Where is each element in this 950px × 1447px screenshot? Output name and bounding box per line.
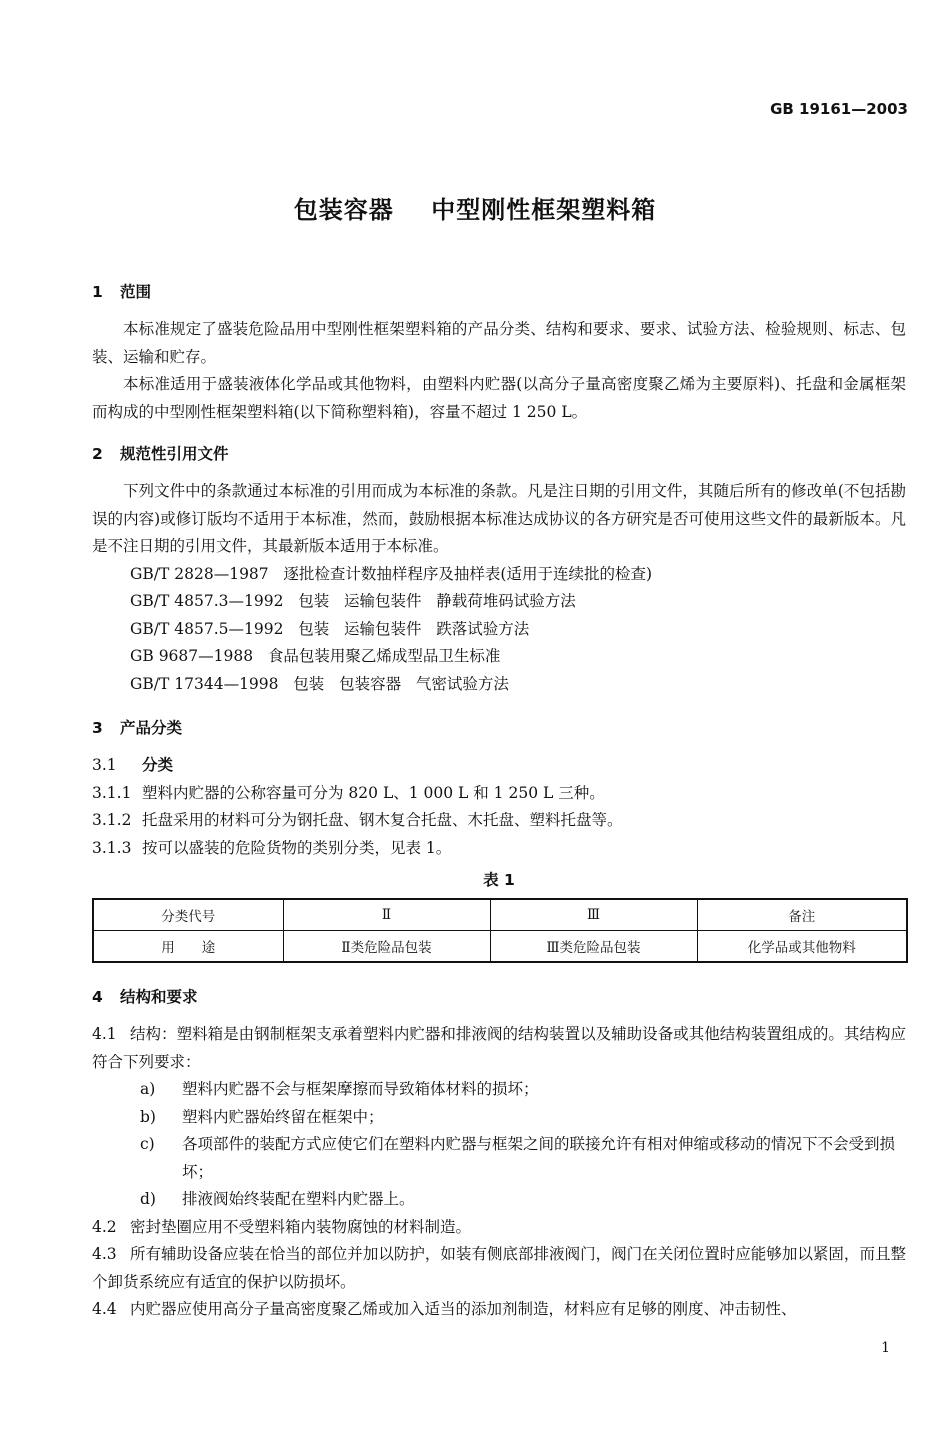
clause-number: 4.1: [92, 1025, 117, 1043]
clause: [92, 807, 906, 835]
clause: [92, 1214, 906, 1242]
section-number: 4: [92, 988, 103, 1006]
section-heading-1: [92, 280, 906, 302]
table-cell: Ⅱ类危险品包装: [283, 931, 490, 963]
list-item: [116, 1186, 906, 1214]
list-marker: a): [140, 1080, 156, 1098]
clause: [92, 780, 906, 808]
subsection-heading: [92, 752, 906, 780]
section-title: 规范性引用文件: [120, 445, 229, 463]
table-cell: 分类代号: [93, 899, 283, 931]
document-title: 包装容器 中型刚性框架塑料箱: [293, 196, 657, 224]
list-text: 各项部件的装配方式应使它们在塑料内贮器与框架之间的联接允许有相对伸缩或移动的情况下不会受到损坏；: [182, 1135, 896, 1181]
reference-item: GB/T 4857.5—1992 包装 运输包装件 跌落试验方法: [130, 619, 530, 638]
clause-text: 按可以盛装的危险货物的类别分类，见表 1。: [142, 838, 452, 857]
list-marker: c): [140, 1135, 155, 1153]
table-cell: 化学品或其他物料: [697, 931, 907, 963]
section-heading-4: [92, 985, 906, 1007]
section-heading-2: [92, 442, 906, 464]
page-number: 1: [881, 1340, 890, 1356]
subsection-title: 分类: [142, 756, 174, 774]
clause-number: 4.4: [92, 1300, 117, 1318]
clause-text: 内贮器应使用高分子量高密度聚乙烯或加入适当的添加剂制造，材料应有足够的刚度、冲击韧性、: [130, 1300, 797, 1318]
clause-text: 托盘采用的材料可分为钢托盘、钢木复合托盘、木托盘、塑料托盘等。: [142, 811, 623, 829]
section-title: 范围: [120, 283, 152, 301]
list-item: [116, 1131, 906, 1186]
reference-item: GB 9687—1988 食品包装用聚乙烯成型品卫生标准: [130, 647, 501, 665]
list-text: 塑料内贮器不会与框架摩擦而导致箱体材料的损坏；: [182, 1080, 539, 1098]
clause-text: 结构：塑料箱是由钢制框架支承着塑料内贮器和排液阀的结构装置以及辅助设备或其他结构装置组成的。其结构应符合下列要求：: [92, 1025, 906, 1071]
list-marker: b): [140, 1107, 156, 1126]
clause-number: 4.2: [92, 1217, 117, 1236]
classification-table: [92, 898, 908, 963]
subsection-number: 3.1: [92, 756, 117, 774]
reference-item: GB/T 4857.3—1992 包装 运输包装件 静载荷堆码试验方法: [130, 592, 576, 610]
table-row: [93, 931, 907, 963]
clause: [92, 1296, 906, 1324]
section-number: 2: [92, 445, 103, 463]
clause-text: 所有辅助设备应装在恰当的部位并加以防护，如装有侧底部排液阀门，阀门在关闭位置时应能够加以紧固，而且整个卸货系统应有适宜的保护以防损坏。: [92, 1245, 906, 1291]
table-cell: 用 途: [93, 931, 283, 963]
document-body: [92, 270, 906, 1324]
table-caption: 表 1: [483, 871, 515, 889]
clause-number: 3.1.2: [92, 811, 132, 829]
table-cell: Ⅲ: [490, 899, 697, 931]
table-header-row: [93, 899, 907, 931]
standard-code: GB 19161—2003: [770, 100, 908, 118]
table-cell: 备注: [697, 899, 907, 931]
section-number: 1: [92, 283, 103, 301]
table-cell: Ⅱ: [283, 899, 490, 931]
reference-item: GB/T 2828—1987 逐批检查计数抽样程序及抽样表(适用于连续批的检查): [130, 564, 653, 583]
clause: [92, 1021, 906, 1076]
list-text: 排液阀始终装配在塑料内贮器上。: [182, 1190, 415, 1208]
list-marker: d): [140, 1190, 156, 1208]
paragraph: 本标准适用于盛装液体化学品或其他物料，由塑料内贮器(以高分子量高密度聚乙烯为主要原料)、托盘和金属框架而构成的中型刚性框架塑料箱(以下简称塑料箱)，容量不超过 1 250 L。: [92, 375, 906, 421]
section-title: 结构和要求: [120, 988, 198, 1006]
clause: [92, 1241, 906, 1296]
list-text: 塑料内贮器始终留在框架中；: [182, 1107, 384, 1126]
clause-text: 塑料内贮器的公称容量可分为 820 L、1 000 L 和 1 250 L 三种。: [142, 783, 605, 802]
list-item: [116, 1104, 906, 1132]
table-cell: Ⅲ类危险品包装: [490, 931, 697, 963]
clause-text: 密封垫圈应用不受塑料箱内装物腐蚀的材料制造。: [130, 1217, 472, 1236]
list-item: [116, 1076, 906, 1104]
section-number: 3: [92, 719, 103, 737]
clause-number: 3.1.1: [92, 783, 132, 802]
section-title: 产品分类: [120, 719, 183, 737]
clause: [92, 835, 906, 863]
clause-number: 3.1.3: [92, 838, 132, 857]
paragraph: 下列文件中的条款通过本标准的引用而成为本标准的条款。凡是注日期的引用文件，其随后所有的修改单(不包括勘误的内容)或修订版均不适用于本标准，然而，鼓励根据本标准达成协议的各方研究是否可使用这些文件的最新版本。凡是不注日期的引用文件，其最新版本适用于本标准。: [92, 482, 906, 555]
reference-item: GB/T 17344—1998 包装 包装容器 气密试验方法: [130, 674, 509, 693]
section-heading-3: [92, 716, 906, 738]
paragraph: 本标准规定了盛装危险品用中型刚性框架塑料箱的产品分类、结构和要求、要求、试验方法、检验规则、标志、包装、运输和贮存。: [92, 320, 906, 366]
clause-number: 4.3: [92, 1245, 117, 1263]
